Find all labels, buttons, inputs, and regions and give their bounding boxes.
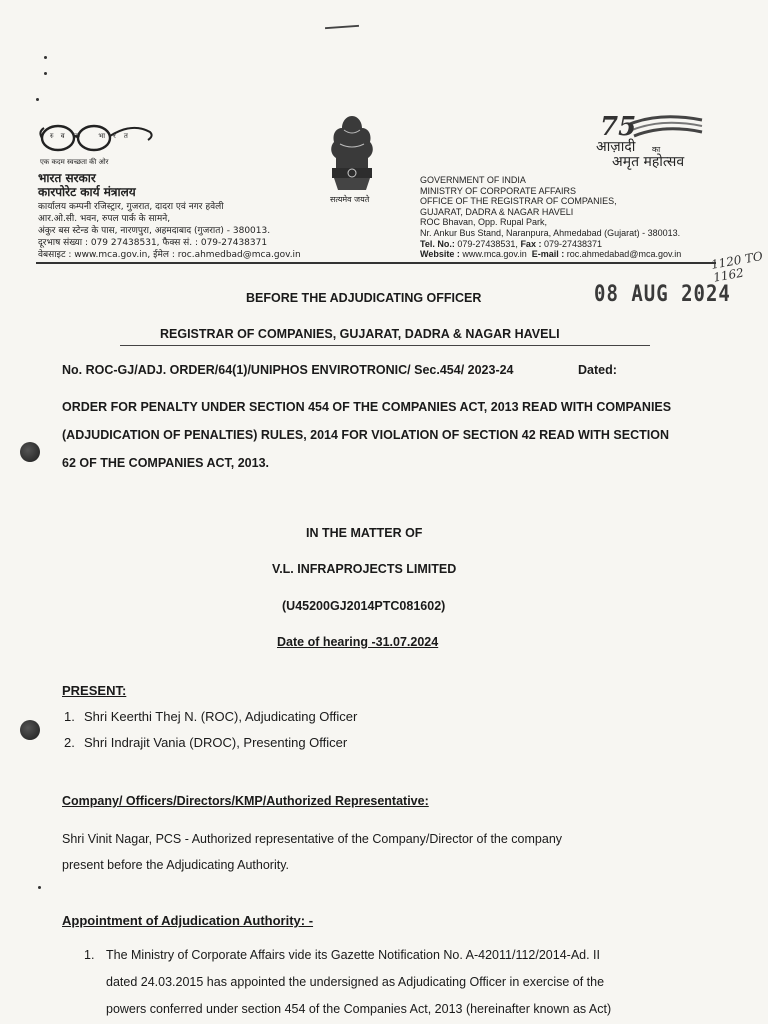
header-divider — [36, 262, 716, 264]
azadi-number: 75 — [600, 112, 637, 142]
present-heading: PRESENT: — [62, 683, 127, 698]
title-before: BEFORE THE ADJUDICATING OFFICER — [246, 291, 482, 305]
tel-label: Tel. No.: — [420, 238, 455, 249]
order-title-line: 62 OF THE COMPANIES ACT, 2013. — [62, 456, 269, 470]
swachh-bharat-logo — [36, 120, 156, 162]
azadi-line2: अमृत महोत्सव — [612, 154, 685, 170]
list-number: 1. — [64, 709, 75, 724]
emblem-motto: सत्यमेव जयते — [330, 195, 370, 204]
azadi-line1: आज़ादी — [596, 139, 636, 155]
appointment-line: powers conferred under section 454 of the Companies Act, 2013 (hereinafter known as Act) — [106, 1002, 612, 1016]
header-ministry: MINISTRY OF CORPORATE AFFAIRS — [420, 185, 577, 196]
header-web — [420, 249, 681, 260]
scan-speck — [44, 56, 47, 59]
header-address: ROC Bhavan, Opp. Rupal Park, — [420, 217, 548, 228]
order-title-line: (ADJUDICATION OF PENALTIES) RULES, 2014 FOR VIOLATION OF SECTION 42 READ WITH SECTION — [62, 428, 669, 442]
website-hindi: वेबसाइट : www.mca.gov.in, ईमेल : roc.ahmedbad@mca.gov.in — [38, 250, 301, 260]
company-name: V.L. INFRAPROJECTS LIMITED — [272, 562, 457, 576]
address-hindi-line: कार्यालय कम्पनी रजिस्ट्रार, गुजरात, दादरा एवं नगर हवेली — [38, 202, 224, 212]
appointment-number: 1. — [84, 948, 95, 962]
company-paragraph-line: present before the Adjudicating Authority. — [62, 858, 290, 872]
tel-value: 079-27438531, — [457, 238, 518, 249]
matter-heading: IN THE MATTER OF — [306, 526, 423, 540]
national-emblem — [322, 110, 382, 192]
list-text: Shri Indrajit Vania (DROC), Presenting Officer — [84, 735, 348, 750]
order-number: No. ROC-GJ/ADJ. ORDER/64(1)/UNIPHOS ENVIROTRONIC/ Sec.454/ 2023-24 — [62, 363, 514, 377]
header-govt: GOVERNMENT OF INDIA — [420, 175, 526, 185]
swachh-tagline: एक कदम स्वच्छता की ओर — [40, 158, 109, 166]
web-label: Website : — [420, 249, 460, 260]
punch-hole — [20, 442, 40, 462]
scan-speck — [36, 98, 39, 101]
header-address: Nr. Ankur Bus Stand, Naranpura, Ahmedabad (Gujarat) - 380013. — [420, 228, 681, 238]
email-value: roc.ahmedabad@mca.gov.in — [566, 249, 682, 260]
web-value: www.mca.gov.in — [462, 249, 527, 260]
swachh-logo-text: स्वच्छ भारत — [50, 132, 136, 140]
ashoka-lion-icon — [322, 110, 382, 192]
phone-hindi: दूरभाष संख्या : 079 27438531, फैक्स सं. : 079-27438371 — [38, 238, 268, 248]
appointment-heading: Appointment of Adjudication Authority: - — [62, 913, 314, 928]
azadi-ka: का — [652, 145, 661, 154]
glasses-icon — [36, 120, 156, 162]
appointment-line: dated 24.03.2015 has appointed the undersigned as Adjudicating Officer in exercise of the — [106, 975, 605, 989]
scan-speck — [38, 886, 41, 889]
order-title-line: ORDER FOR PENALTY UNDER SECTION 454 OF THE COMPANIES ACT, 2013 READ WITH COMPANIES — [62, 400, 672, 414]
company-paragraph-line: Shri Vinit Nagar, PCS - Authorized representative of the Company/Director of the company — [62, 832, 563, 846]
fax-label: Fax : — [520, 238, 542, 249]
scan-speck — [44, 72, 47, 75]
dated-label: Dated: — [578, 363, 617, 377]
scan-mark — [325, 25, 359, 29]
hearing-date: Date of hearing -31.07.2024 — [277, 635, 439, 649]
address-hindi-line: आर.ओ.सी. भवन, रुपल पार्क के सामने, — [38, 214, 171, 224]
email-label: E-mail : — [531, 249, 565, 260]
list-number: 2. — [64, 735, 75, 750]
company-heading: Company/ Officers/Directors/KMP/Authorized Representative: — [62, 794, 429, 808]
punch-hole — [20, 720, 40, 740]
title-registrar: REGISTRAR OF COMPANIES, GUJARAT, DADRA & NAGAR HAVELI — [160, 327, 560, 341]
govt-hindi: भारत सरकार — [38, 171, 96, 185]
present-list-item — [64, 735, 347, 750]
list-text: Shri Keerthi Thej N. (ROC), Adjudicating Officer — [84, 709, 358, 724]
header-contact — [420, 239, 602, 250]
fax-value: 079-27438371 — [543, 238, 603, 249]
ministry-hindi: कारपोरेट कार्य मंत्रालय — [38, 185, 136, 199]
handwritten-note: 1120 TO 1162 — [709, 249, 764, 285]
company-cin: (U45200GJ2014PTC081602) — [282, 599, 446, 613]
header-region: GUJARAT, DADRA & NAGAR HAVELI — [420, 206, 574, 217]
header-office: OFFICE OF THE REGISTRAR OF COMPANIES, — [420, 196, 617, 207]
address-hindi-line: अंकुर बस स्टेन्ड के पास, नारणपुरा, अहमदाबाद (गुजरात) - 380013. — [38, 226, 271, 236]
title-rule — [120, 345, 650, 346]
present-list-item — [64, 709, 357, 724]
received-date-stamp: 08 AUG 2024 — [594, 281, 731, 307]
appointment-line: The Ministry of Corporate Affairs vide its Gazette Notification No. A-42011/112/2014-Ad. II — [106, 948, 601, 962]
